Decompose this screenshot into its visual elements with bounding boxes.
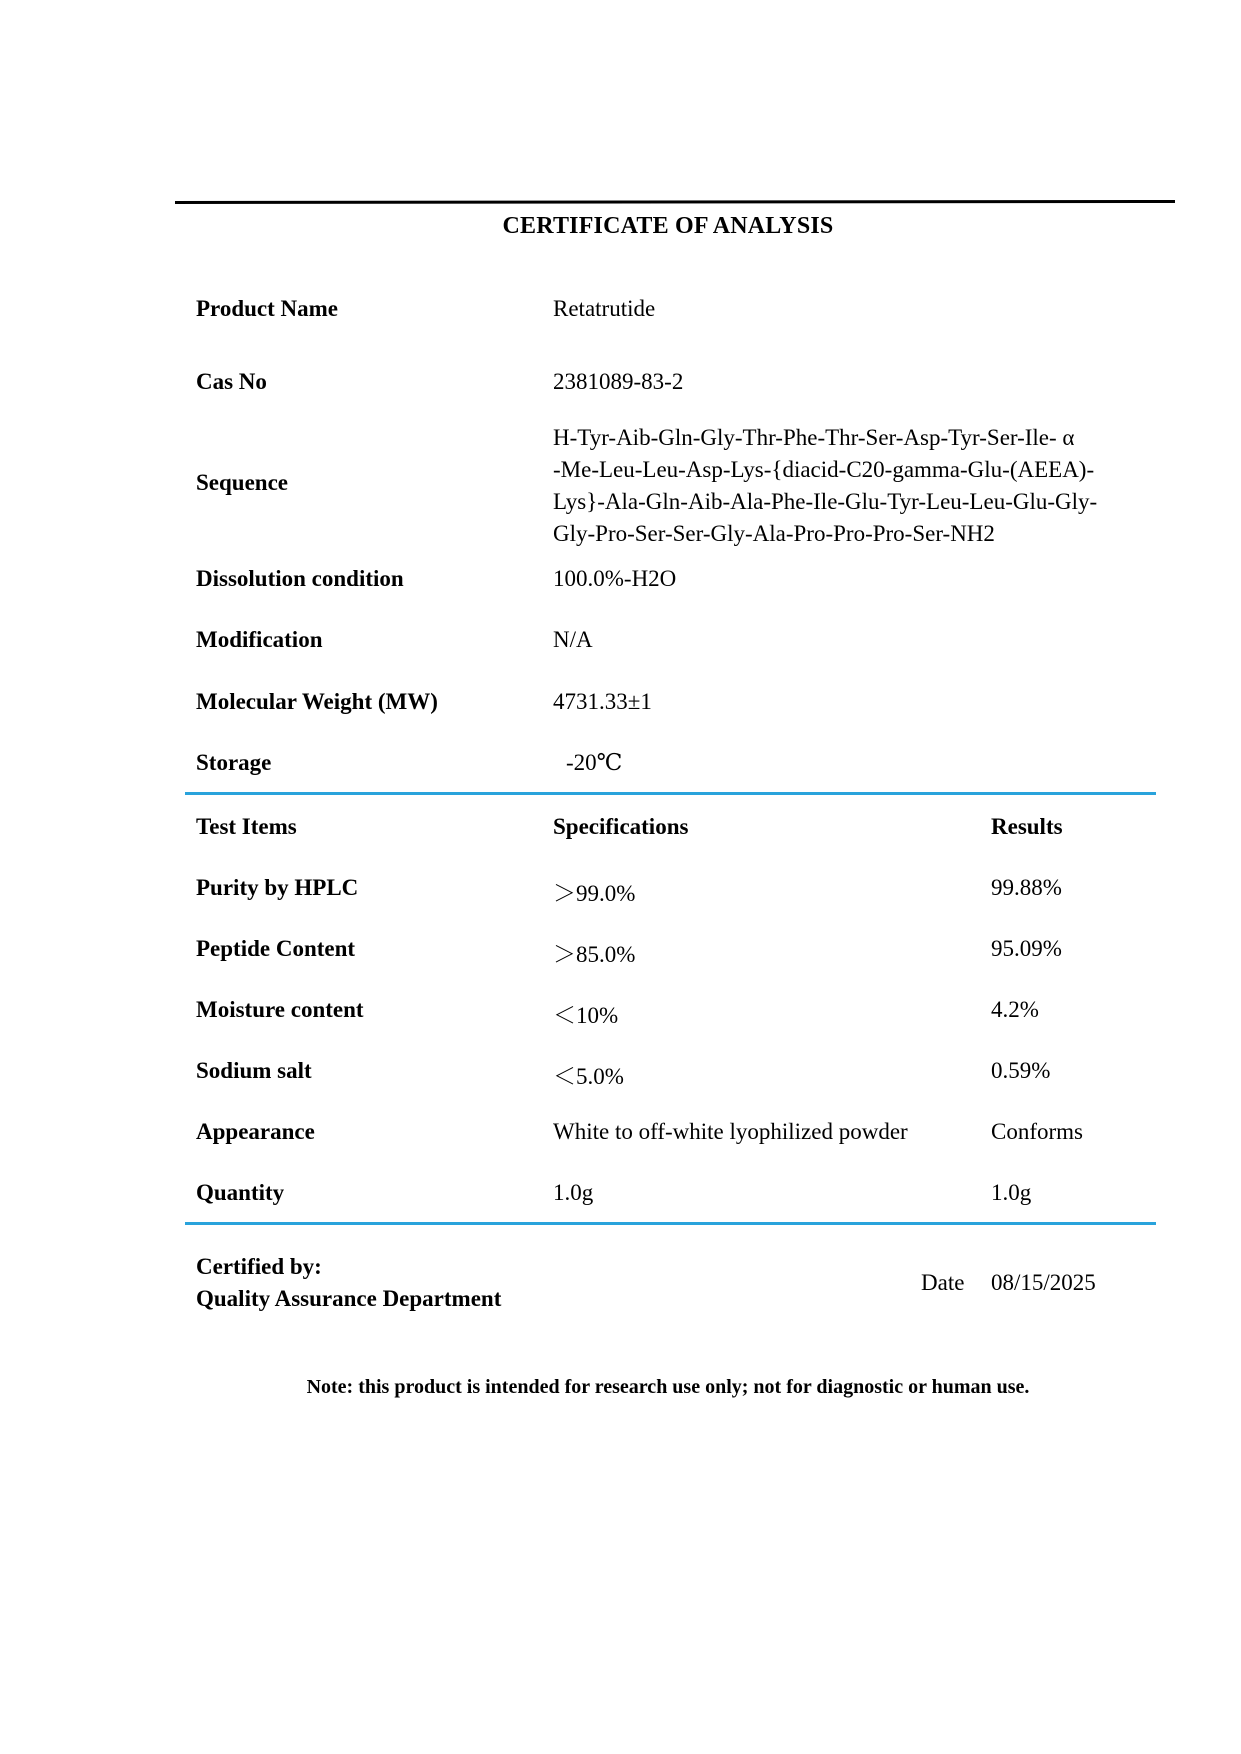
top-divider — [175, 200, 1175, 204]
sequence-line: H-Tyr-Aib-Gln-Gly-Thr-Phe-Thr-Ser-Asp-Tyr-Ser-Ile- α — [553, 425, 1075, 450]
test-item: Appearance — [196, 1119, 315, 1144]
cas-no-label: Cas No — [196, 369, 267, 394]
cas-no-value: 2381089-83-2 — [553, 369, 684, 394]
molecular-weight-label: Molecular Weight (MW) — [196, 689, 438, 714]
test-result: 0.59% — [991, 1058, 1051, 1083]
header-results: Results — [991, 814, 1063, 839]
modification-value: N/A — [553, 627, 593, 652]
sequence-line: Gly-Pro-Ser-Ser-Gly-Ala-Pro-Pro-Pro-Ser-NH2 — [553, 521, 995, 546]
header-specifications: Specifications — [553, 814, 689, 839]
test-spec: ＜10% — [553, 1003, 619, 1028]
product-name-label: Product Name — [196, 296, 339, 321]
dissolution-value: 100.0%-H2O — [553, 566, 677, 591]
test-result: 1.0g — [991, 1180, 1032, 1205]
certified-by-label: Certified by: — [196, 1254, 322, 1279]
document-title: CERTIFICATE OF ANALYSIS — [502, 213, 834, 239]
product-name-value: Retatrutide — [553, 296, 656, 321]
table-top-divider — [185, 792, 1156, 795]
test-spec: 1.0g — [553, 1180, 594, 1205]
test-item: Sodium salt — [196, 1058, 312, 1083]
test-spec: White to off-white lyophilized powder — [553, 1119, 908, 1144]
test-item: Quantity — [196, 1180, 285, 1205]
research-use-note: Note: this product is intended for research use only; not for diagnostic or human use. — [306, 1376, 1030, 1398]
sequence-line: Lys}-Ala-Gln-Aib-Ala-Phe-Ile-Glu-Tyr-Leu-Leu-Glu-Gly- — [553, 489, 1098, 514]
certifying-department: Quality Assurance Department — [196, 1286, 502, 1311]
test-item: Purity by HPLC — [196, 875, 359, 900]
test-spec: ＞85.0% — [553, 942, 636, 967]
table-bottom-divider — [185, 1222, 1156, 1225]
sequence-value — [553, 422, 1163, 550]
sequence-line: -Me-Leu-Leu-Asp-Lys-{diacid-C20-gamma-Glu-(AEEA)- — [553, 457, 1095, 482]
test-item: Peptide Content — [196, 936, 356, 961]
modification-label: Modification — [196, 627, 323, 652]
date-label: Date — [921, 1270, 965, 1295]
test-result: Conforms — [991, 1119, 1083, 1144]
certification-date: 08/15/2025 — [991, 1270, 1096, 1295]
molecular-weight-value: 4731.33±1 — [553, 689, 652, 714]
test-spec: ＞99.0% — [553, 881, 636, 906]
sequence-label: Sequence — [196, 470, 288, 495]
test-result: 4.2% — [991, 997, 1039, 1022]
test-item: Moisture content — [196, 997, 364, 1022]
header-test-items: Test Items — [196, 814, 297, 839]
storage-value: -20℃ — [566, 750, 623, 775]
test-result: 99.88% — [991, 875, 1062, 900]
test-result: 95.09% — [991, 936, 1062, 961]
storage-label: Storage — [196, 750, 272, 775]
test-spec: ＜5.0% — [553, 1064, 624, 1089]
dissolution-label: Dissolution condition — [196, 566, 404, 591]
